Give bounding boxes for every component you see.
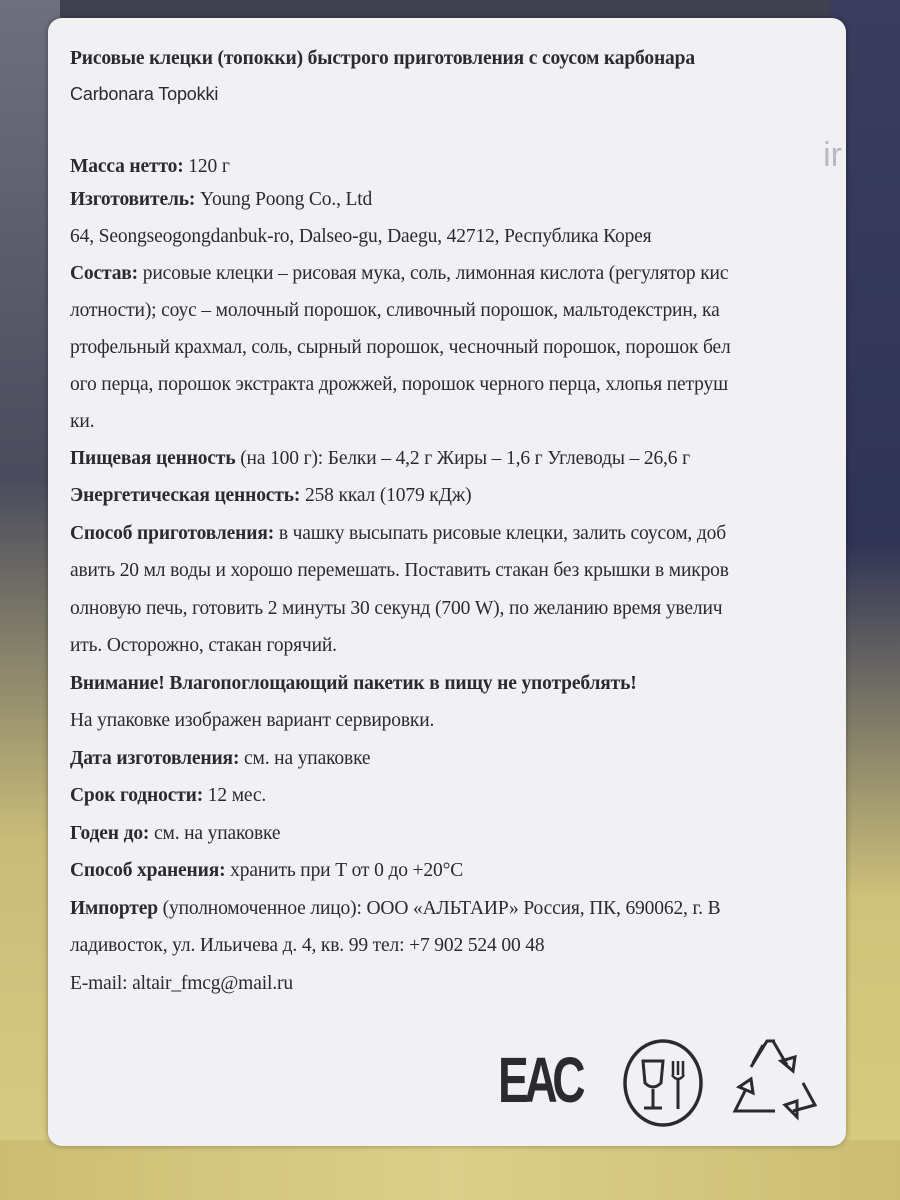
net-weight: Масса нетто: 120 г <box>70 156 230 177</box>
composition-line: ртофельный крахмал, соль, сырный порошок, чесночный порошок, порошок бел <box>70 337 731 358</box>
nutrition-facts: Пищевая ценность (на 100 г): Белки – 4,2 г Жиры – 1,6 г Углеводы – 26,6 г <box>70 448 690 469</box>
preparation-line: авить 20 мл воды и хорошо перемешать. Поставить стакан без крышки в микров <box>70 560 729 581</box>
importer-line: ладивосток, ул. Ильичева д. 4, кв. 99 тел: +7 902 524 00 48 <box>70 935 545 956</box>
composition-line: ого перца, порошок экстракта дрожжей, порошок черного перца, хлопья петруш <box>70 374 728 395</box>
eac-mark-icon: ЕАС <box>498 1044 582 1116</box>
warning-text: Внимание! Влагопоглощающий пакетик в пищу не употреблять! <box>70 673 637 694</box>
storage-conditions: Способ хранения: хранить при Т от 0 до +20°С <box>70 860 464 881</box>
food-contact-glass-fork-icon <box>621 1037 705 1129</box>
composition-line: Состав: рисовые клецки – рисовая мука, соль, лимонная кислота (регулятор кис <box>70 263 729 284</box>
recycle-icon <box>723 1031 823 1127</box>
composition-line: лотности); соус – молочный порошок, сливочный порошок, мальтодекстрин, ка <box>70 300 720 321</box>
background-bottom <box>0 1140 900 1200</box>
composition-line: ки. <box>70 411 95 432</box>
preparation-line: олновую печь, готовить 2 минуты 30 секунд (700 W), по желанию время увелич <box>70 598 723 619</box>
importer-line: Импортер (уполномоченное лицо): ООО «АЛЬТАИР» Россия, ПК, 690062, г. В <box>70 898 721 919</box>
shelf-life: Срок годности: 12 мес. <box>70 785 267 806</box>
product-title: Рисовые клецки (топокки) быстрого приготовления с соусом карбонара <box>70 48 695 69</box>
manufacturer-address: 64, Seongseogongdanbuk-ro, Dalseo-gu, Daegu, 42712, Республика Корея <box>70 226 652 247</box>
serving-note: На упаковке изображен вариант сервировки. <box>70 710 435 731</box>
email: E-mail: altair_fmcg@mail.ru <box>70 973 293 994</box>
certification-marks <box>493 1023 823 1133</box>
manufacturer: Изготовитель: Young Poong Co., Ltd <box>70 189 373 210</box>
preparation-line: ить. Осторожно, стакан горячий. <box>70 635 337 656</box>
product-subtitle: Carbonara Topokki <box>70 84 219 104</box>
best-before: Годен до: см. на упаковке <box>70 823 281 844</box>
product-label <box>48 18 846 1146</box>
background-edge-text: ir <box>823 136 842 174</box>
energy-value: Энергетическая ценность: 258 ккал (1079 кДж) <box>70 485 472 506</box>
production-date: Дата изготовления: см. на упаковке <box>70 748 371 769</box>
preparation-line: Способ приготовления: в чашку высыпать рисовые клецки, залить соусом, доб <box>70 523 727 544</box>
